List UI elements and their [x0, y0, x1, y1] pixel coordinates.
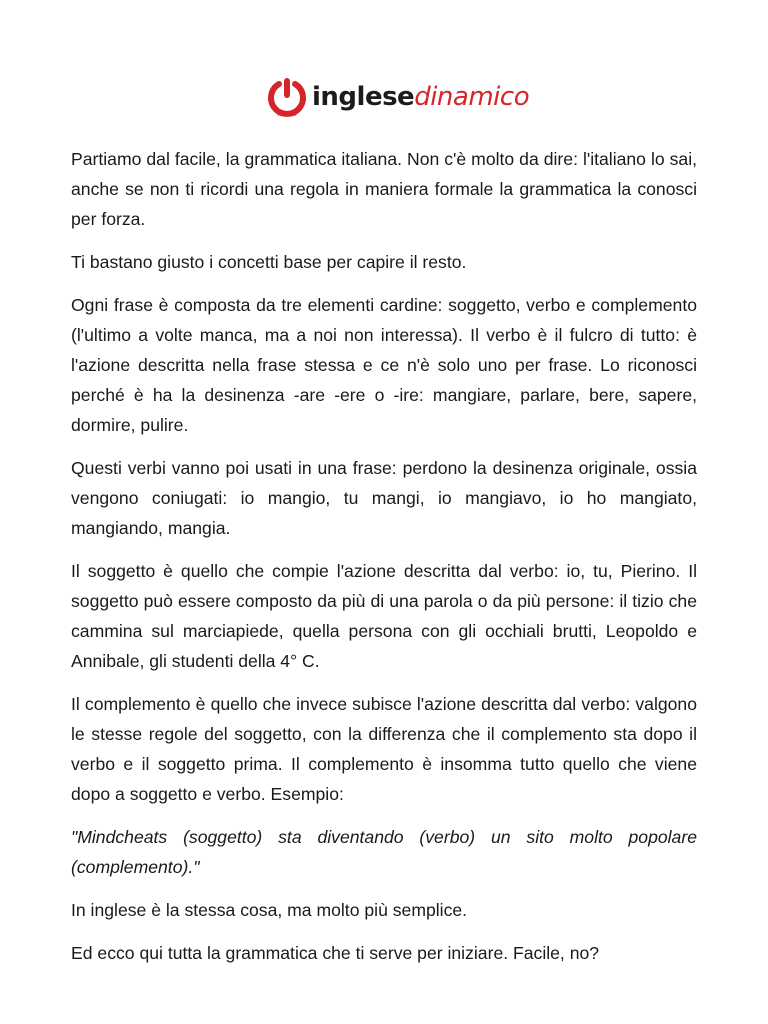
paragraph-sentence-elements: Ogni frase è composta da tre elementi cardine: soggetto, verbo e complemento (l'ultimo a volte manca, ma a noi non interessa). Il verbo è il fulcro di tutto: è l'azione descritta nella frase stessa e ce n'è solo uno per frase. Lo riconosci perché è ha la desinenza -are -ere o -ire: mangiare, parlare, bere, sapere, dormire, pulire. [71, 295, 697, 435]
paragraph-basic-concepts: Ti bastano giusto i concetti base per capire il resto. [71, 252, 467, 272]
logo-mark-text: POWER [277, 112, 297, 118]
paragraph-complement: Il complemento è quello che invece subisce l'azione descritta dal verbo: valgono le stesse regole del soggetto, con la differenza che il complemento sta dopo il verbo e il soggetto prima. Il complemento è insomma tutto quello che viene dopo a soggetto e verbo. Esempio: [71, 694, 697, 804]
paragraph-italian-grammar-intro: Partiamo dal facile, la grammatica italiana. Non c'è molto da dire: l'italiano lo sai, anche se non ti ricordi una regola in maniera formale la grammatica la conosci per forza. [71, 149, 697, 229]
paragraph-example-quote: "Mindcheats (soggetto) sta diventando (verbo) un sito molto popolare (complemento)." [71, 827, 697, 877]
power-icon [266, 76, 308, 118]
logo-word-inglese: inglese [312, 82, 415, 112]
logo-word-dinamico: dinamico [414, 82, 530, 112]
inglese-dinamico-logo [266, 72, 530, 122]
paragraph-subject: Il soggetto è quello che compie l'azione descritta dal verbo: io, tu, Pierino. Il soggetto può essere composto da più di una parola o da più persone: il tizio che cammina sul marciapiede, quella persona con gli occhiali brutti, Leopoldo e Annibale, gli studenti della 4° C. [71, 561, 697, 671]
document-body [71, 144, 697, 981]
paragraph-verb-conjugation: Questi verbi vanno poi usati in una frase: perdono la desinenza originale, ossia vengono coniugati: io mangio, tu mangi, io mangiavo, io ho mangiato, mangiando, mangia. [71, 458, 697, 538]
logo-wordmark [312, 84, 529, 110]
paragraph-conclusion: Ed ecco qui tutta la grammatica che ti serve per iniziare. Facile, no? [71, 943, 600, 963]
paragraph-english-same: In inglese è la stessa cosa, ma molto più semplice. [71, 900, 468, 920]
